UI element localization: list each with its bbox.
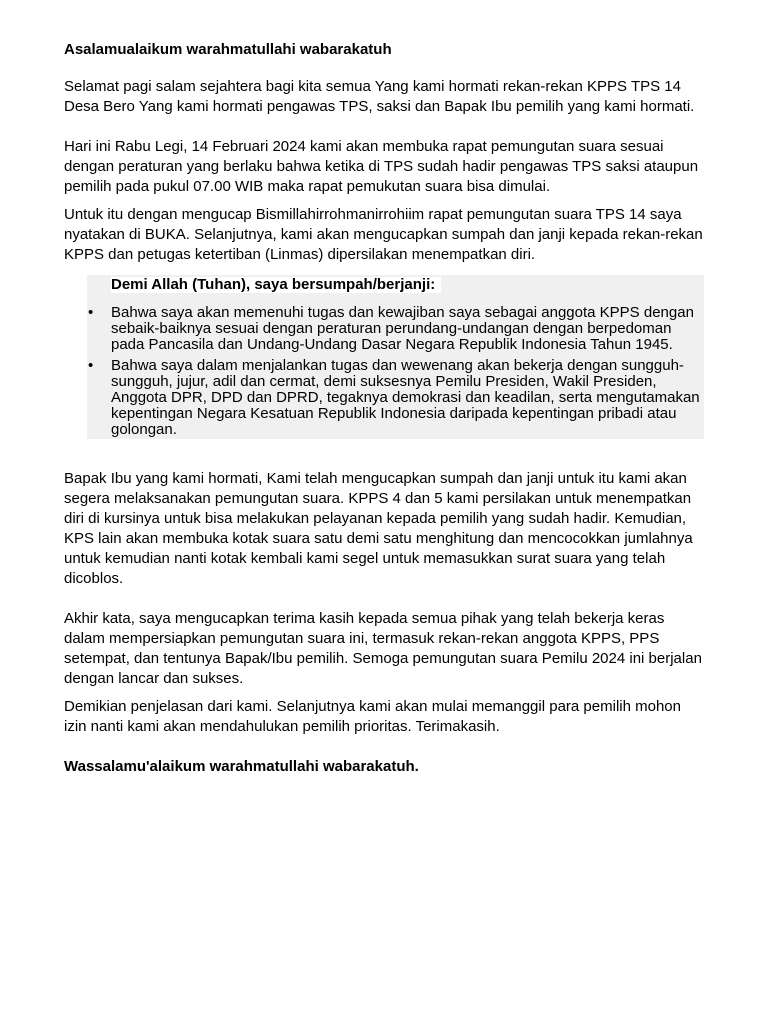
oath-box (87, 275, 704, 439)
voting-procedure-paragraph: Bapak Ibu yang kami hormati, Kami telah mengucapkan sumpah dan janji untuk itu kami akan segera melaksanakan pemungutan suara. KPPS 4 dan 5 kami persilakan untuk menempatkan diri di kursinya untuk bisa melakukan pelayanan kepada pemilih yang sudah hadir. Kemudian, KPS lain akan membuka kotak suara satu demi satu menghitung dan mencocokkan jumlahnya untuk kemudian nanti kotak kembali kami segel untuk memasukkan surat suara yang telah dicoblos. (64, 470, 693, 587)
oath-item (88, 304, 702, 353)
opening-paragraph: Selamat pagi salam sejahtera bagi kita semua Yang kami hormati rekan-rekan KPPS TPS 14 Desa Bero Yang kami hormati pengawas TPS, saksi dan Bapak Ibu pemilih yang kami hormati. (64, 78, 695, 115)
oath-item-text: Bahwa saya akan memenuhi tugas dan kewajiban saya sebagai anggota KPPS dengan sebaik-baiknya sesuai dengan peraturan perundang-undangan dengan berpedoman pada Pancasila dan Undang-Undang Dasar Negara Republik Indonesia Tahun 1945. (111, 304, 694, 353)
oath-item (88, 357, 702, 438)
bullet-icon: • (88, 304, 94, 321)
document-body (64, 40, 706, 777)
schedule-paragraph: Hari ini Rabu Legi, 14 Februari 2024 kami akan membuka rapat pemungutan suara sesuai dengan peraturan yang berlaku bahwa ketika di TPS sudah hadir pengawas TPS saksi ataupun pemilih pada pukul 07.00 WIB maka rapat pemukutan suara bisa dimulai. (64, 138, 699, 195)
opening-greeting: Asalamualaikum warahmatullahi wabarakatuh (64, 41, 392, 58)
opening-declaration-paragraph: Untuk itu dengan mengucap Bismillahirrohmanirrohiim rapat pemungutan suara TPS 14 saya nyatakan di BUKA. Selanjutnya, kami akan mengucapkan sumpah dan janji kepada rekan-rekan KPPS dan petugas ketertiban (Linmas) dipersilakan menempatkan diri. (64, 206, 703, 263)
oath-list (88, 304, 702, 438)
bullet-icon: • (88, 357, 94, 374)
closing-greeting: Wassalamu'alaikum warahmatullahi wabarakatuh. (64, 758, 419, 775)
oath-item-text: Bahwa saya dalam menjalankan tugas dan wewenang akan bekerja dengan sungguh-sungguh, jujur, adil dan cermat, demi suksesnya Pemilu Presiden, Wakil Presiden, Anggota DPR, DPD dan DPRD, tegaknya demokrasi dan keadilan, serta mengutamakan kepentingan Negara Kesatuan Republik Indonesia daripada kepentingan pribadi atau golongan. (111, 357, 700, 438)
oath-heading-row (111, 275, 702, 293)
thanks-paragraph: Akhir kata, saya mengucapkan terima kasih kepada semua pihak yang telah bekerja keras dalam mempersiapkan pemungutan suara ini, termasuk rekan-rekan anggota KPPS, PPS setempat, dan tentunya Bapak/Ibu pemilih. Semoga pemungutan suara Pemilu 2024 ini berjalan dengan lancar dan sukses. (64, 610, 702, 687)
oath-heading: Demi Allah (Tuhan), saya bersumpah/berjanji: (111, 277, 441, 293)
closing-paragraph: Demikian penjelasan dari kami. Selanjutnya kami akan mulai memanggil para pemilih mohon izin nanti kami akan mendahulukan pemilih prioritas. Terimakasih. (64, 698, 681, 735)
